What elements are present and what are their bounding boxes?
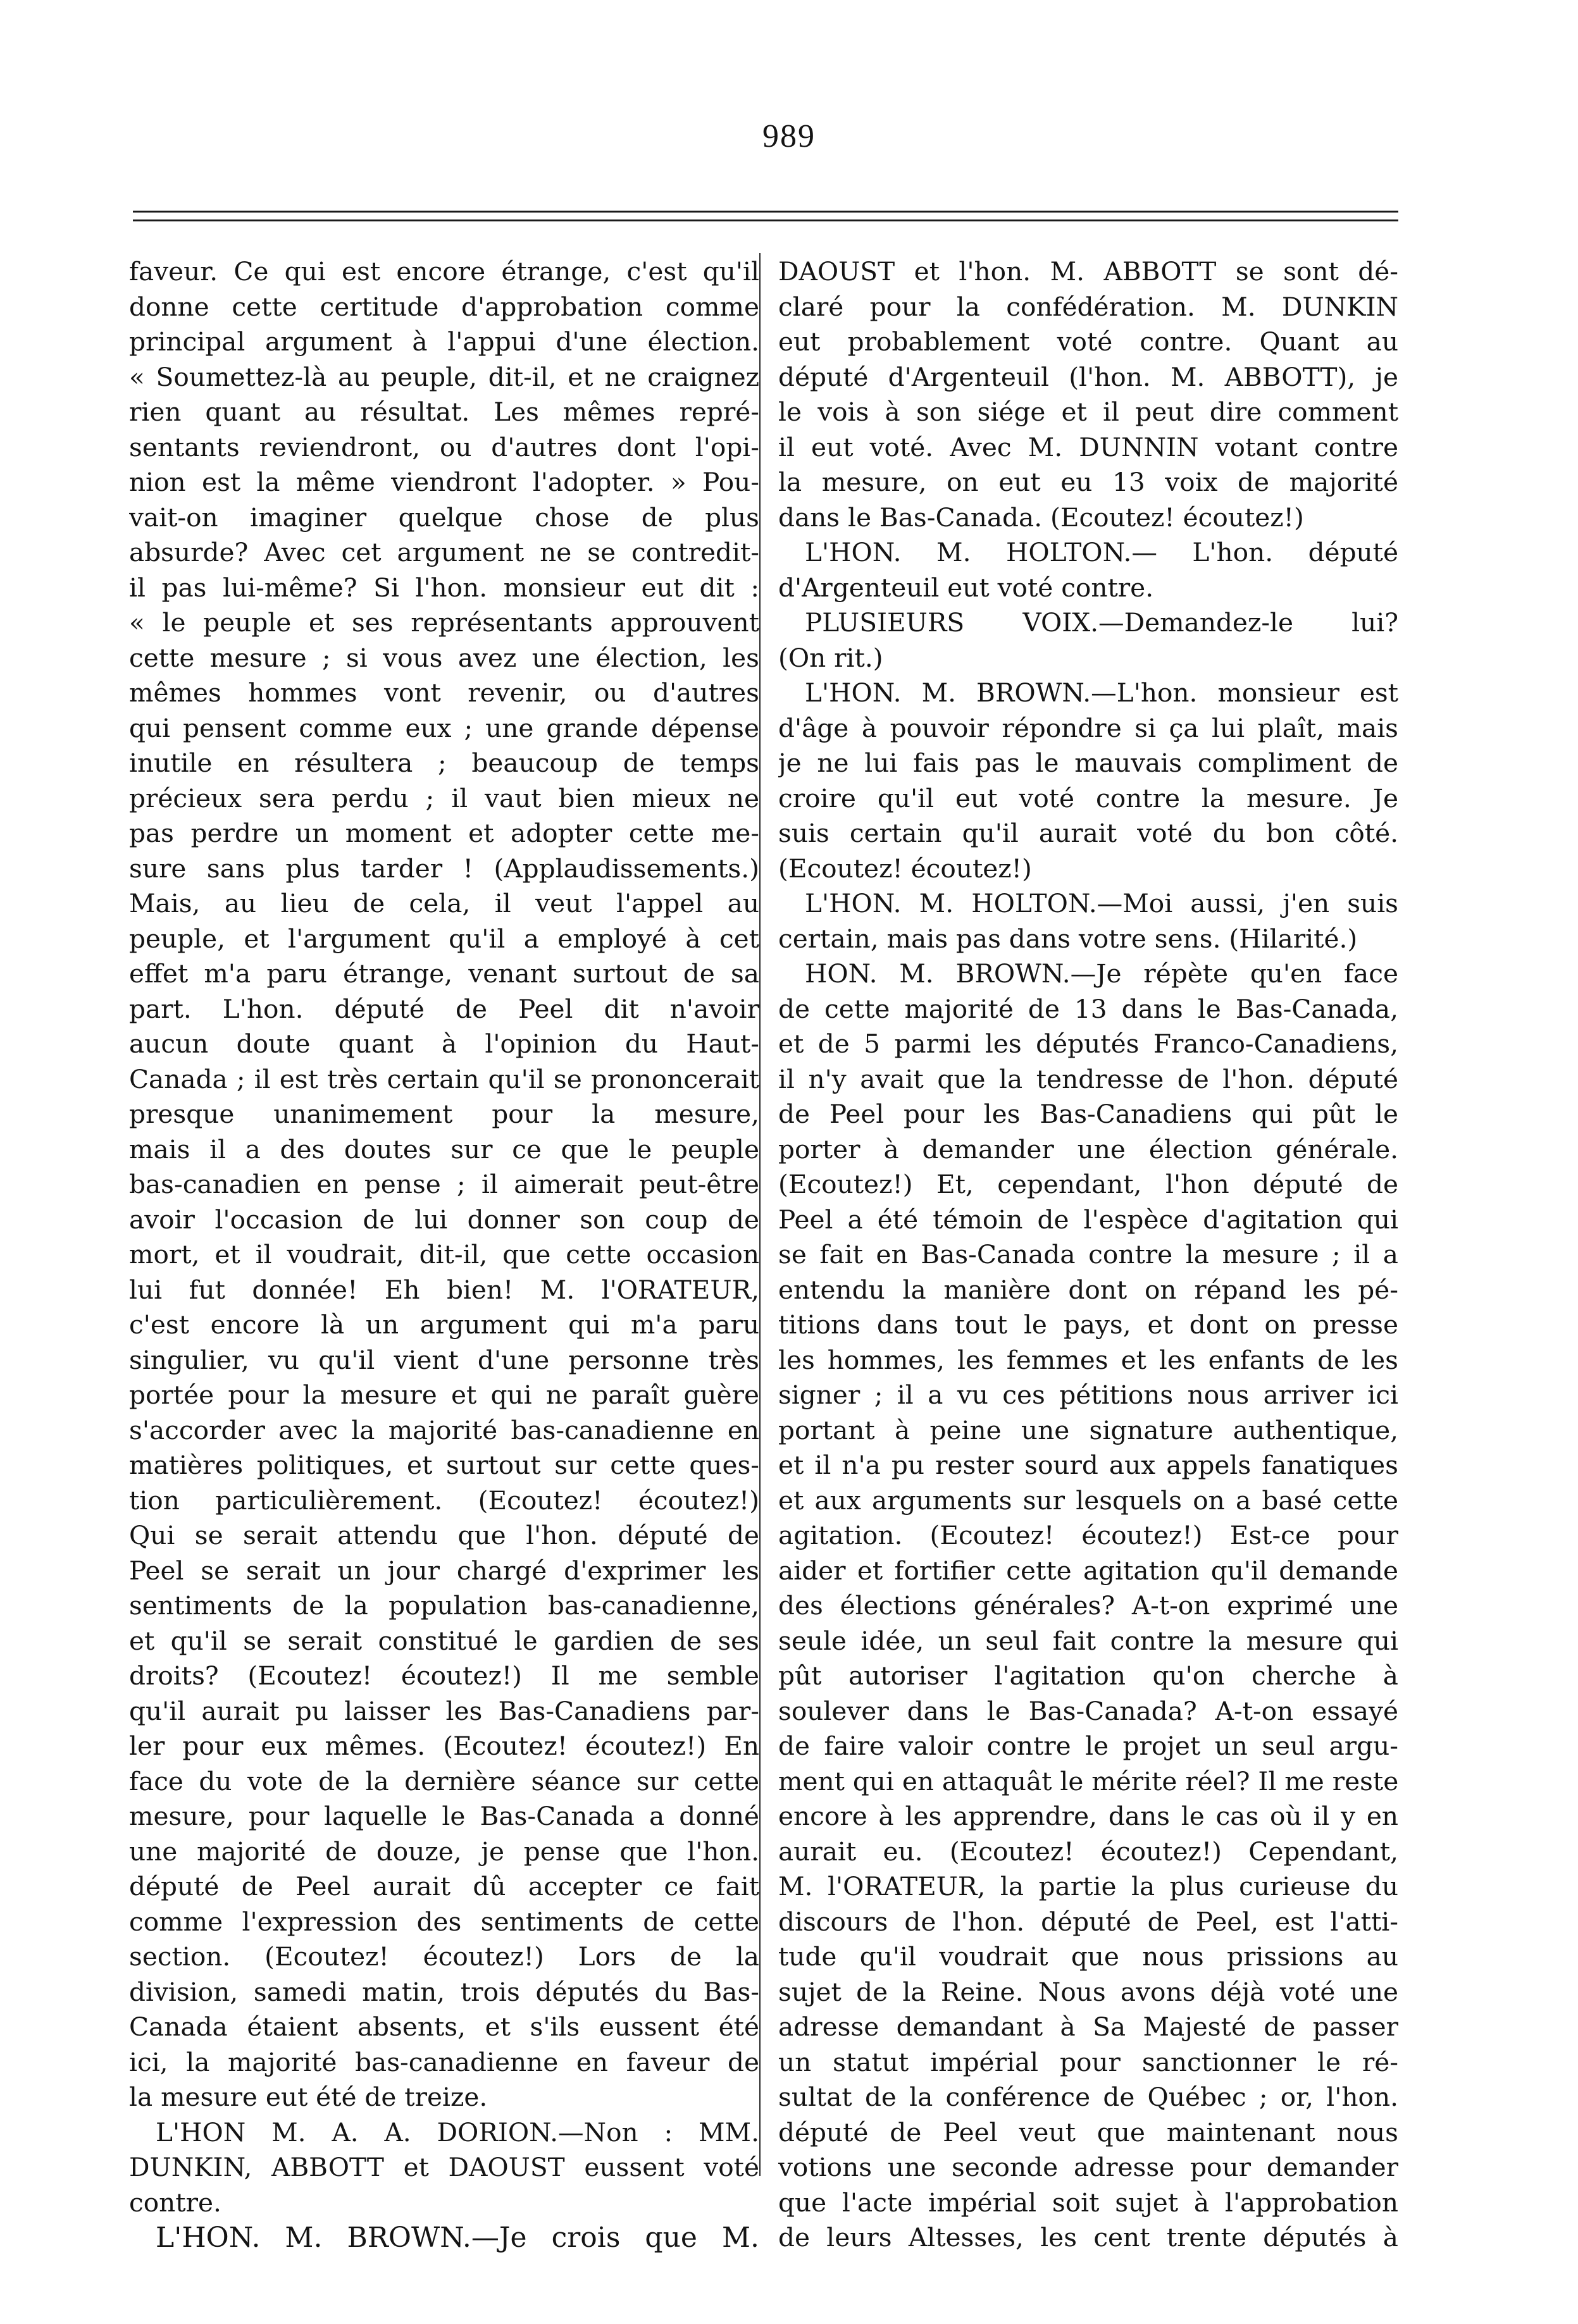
text-line: de leurs Altesses, les cent trente députés à	[778, 2222, 1398, 2253]
text-line: nion est la même viendront l'adopter. » Pou-	[129, 467, 759, 497]
speaker-line: L'HON. M. BROWN.—L'hon. monsieur est	[805, 677, 1398, 708]
text-line: principal argument à l'appui d'une élection.	[129, 326, 759, 357]
text-line: sultat de la conférence de Québec ; or, l'hon.	[778, 2082, 1398, 2112]
text-line: discours de l'hon. député de Peel, est l'atti-	[778, 1906, 1398, 1937]
text-line: avoir l'occasion de lui donner son coup de	[129, 1204, 759, 1235]
text-line: tude qu'il voudrait que nous prissions au	[778, 1941, 1398, 1972]
text-line: et qu'il se serait constitué le gardien de ses	[129, 1625, 759, 1656]
text-line: adresse demandant à Sa Majesté de passer	[778, 2012, 1398, 2042]
text-line: section. (Ecoutez! écoutez!) Lors de la	[129, 1941, 759, 1972]
text-line: M. l'ORATEUR, la partie la plus curieuse du	[778, 1871, 1398, 1901]
text-line: ment qui en attaquât le mérite réel? Il me reste	[778, 1765, 1398, 1796]
text-line: peuple, et l'argument qu'il a employé à cet	[129, 923, 759, 954]
text-line: dans le Bas-Canada. (Ecoutez! écoutez!)	[778, 502, 1304, 533]
text-line: droits? (Ecoutez! écoutez!) Il me semble	[129, 1660, 759, 1691]
text-line: ler pour eux mêmes. (Ecoutez! écoutez!) En	[129, 1731, 759, 1761]
text-line: croire qu'il eut voté contre la mesure. Je	[778, 782, 1398, 813]
text-line: sujet de la Reine. Nous avons déjà voté une	[778, 1976, 1398, 2007]
header-rule-double	[133, 219, 1398, 221]
text-line: DUNKIN, ABBOTT et DAOUST eussent voté	[129, 2152, 759, 2182]
text-line: une majorité de douze, je pense que l'hon.	[129, 1836, 759, 1867]
text-line: mêmes hommes vont revenir, ou d'autres	[129, 677, 759, 708]
text-line: aider et fortifier cette agitation qu'il demande	[778, 1555, 1398, 1586]
text-line: portée pour la mesure et qui ne paraît guère	[129, 1380, 759, 1410]
text-line: Mais, au lieu de cela, il veut l'appel au	[129, 888, 759, 918]
text-line: effet m'a paru étrange, venant surtout de sa	[129, 958, 759, 989]
text-line: singulier, vu qu'il vient d'une personne très	[129, 1344, 759, 1375]
text-line: le vois à son siége et il peut dire comment	[778, 397, 1398, 427]
text-line: votions une seconde adresse pour demander	[778, 2152, 1398, 2182]
text-line: se fait en Bas-Canada contre la mesure ; il a	[778, 1239, 1398, 1270]
text-line: ici, la majorité bas-canadienne en faveur de	[129, 2046, 759, 2077]
text-line: contre.	[129, 2187, 221, 2218]
text-line: (On rit.)	[778, 642, 883, 673]
text-line: porter à demander une élection générale.	[778, 1134, 1398, 1165]
text-line: et il n'a pu rester sourd aux appels fanatiques	[778, 1450, 1398, 1480]
text-line: mesure, pour laquelle le Bas-Canada a donné	[129, 1801, 759, 1831]
text-line: de faire valoir contre le projet un seul argu-	[778, 1731, 1398, 1761]
text-line: député de Peel veut que maintenant nous	[778, 2117, 1398, 2148]
text-line: d'âge à pouvoir répondre si ça lui plaît, mais	[778, 712, 1398, 743]
text-line: eut probablement voté contre. Quant au	[778, 326, 1398, 357]
text-line: mais il a des doutes sur ce que le peuple	[129, 1134, 759, 1165]
header-rule	[133, 211, 1398, 213]
text-line: mort, et il voudrait, dit-il, que cette occasion	[129, 1239, 759, 1270]
text-line: tion particulièrement. (Ecoutez! écoutez!)	[129, 1485, 759, 1516]
text-line: (Ecoutez!) Et, cependant, l'hon député de	[778, 1169, 1398, 1199]
text-line: bas-canadien en pense ; il aimerait peut-être	[129, 1169, 759, 1199]
text-line: pût autoriser l'agitation qu'on cherche à	[778, 1660, 1398, 1691]
text-line: faveur. Ce qui est encore étrange, c'est qu'il	[129, 256, 759, 287]
text-line: face du vote de la dernière séance sur cette	[129, 1765, 759, 1796]
text-line: portant à peine une signature authentique,	[778, 1414, 1398, 1445]
speaker-line: L'HON M. A. A. DORION.—Non : MM.	[156, 2117, 759, 2148]
speaker-line: PLUSIEURS VOIX.—Demandez-le lui?	[805, 607, 1398, 638]
text-line: signer ; il a vu ces pétitions nous arriver ici	[778, 1380, 1398, 1410]
text-line: division, samedi matin, trois députés du Bas-	[129, 1976, 759, 2007]
text-line: Canada étaient absents, et s'ils eussent été	[129, 2012, 759, 2042]
text-line: vait-on imaginer quelque chose de plus	[129, 502, 759, 533]
text-line: et de 5 parmi les députés Franco-Canadiens,	[778, 1029, 1398, 1059]
speaker-line: L'HON. M. HOLTON.— L'hon. député	[805, 537, 1398, 567]
text-line: député de Peel aurait dû accepter ce fait	[129, 1871, 759, 1901]
text-line: aurait eu. (Ecoutez! écoutez!) Cependant,	[778, 1836, 1398, 1867]
text-line: c'est encore là un argument qui m'a paru	[129, 1309, 759, 1340]
text-line: sure sans plus tarder ! (Applaudissements.)	[129, 853, 759, 884]
text-line: de Peel pour les Bas-Canadiens qui pût le	[778, 1099, 1398, 1129]
text-line: précieux sera perdu ; il vaut bien mieux ne	[129, 782, 759, 813]
text-line: Canada ; il est très certain qu'il se prononcerait	[129, 1063, 759, 1094]
text-line: entendu la manière dont on répand les pé-	[778, 1274, 1398, 1305]
text-line: soulever dans le Bas-Canada? A-t-on essayé	[778, 1695, 1398, 1726]
text-line: matières politiques, et surtout sur cette ques-	[129, 1450, 759, 1480]
page-number: 989	[762, 118, 816, 154]
text-line: sentiments de la population bas-canadienne,	[129, 1590, 759, 1621]
text-line: député d'Argenteuil (l'hon. M. ABBOTT), je	[778, 361, 1398, 392]
speaker-line: L'HON. M. BROWN.—Je crois que M.	[156, 2222, 759, 2254]
text-line: certain, mais pas dans votre sens. (Hilarité.)	[778, 923, 1358, 954]
text-line: rien quant au résultat. Les mêmes repré-	[129, 397, 759, 427]
text-line: « Soumettez-là au peuple, dit-il, et ne craignez	[129, 361, 759, 392]
text-line: Peel a été témoin de l'espèce d'agitation qui	[778, 1204, 1398, 1235]
text-line: presque unanimement pour la mesure,	[129, 1099, 759, 1129]
text-line: absurde? Avec cet argument ne se contredit-	[129, 537, 759, 567]
text-line: (Ecoutez! écoutez!)	[778, 853, 1032, 884]
text-line: s'accorder avec la majorité bas-canadienne en	[129, 1414, 759, 1445]
text-line: des élections générales? A-t-on exprimé une	[778, 1590, 1398, 1621]
speaker-line: L'HON. M. HOLTON.—Moi aussi, j'en suis	[805, 888, 1398, 918]
text-line: comme l'expression des sentiments de cette	[129, 1906, 759, 1937]
text-line: la mesure, on eut eu 13 voix de majorité	[778, 467, 1398, 497]
text-line: inutile en résultera ; beaucoup de temps	[129, 748, 759, 778]
speaker-line: HON. M. BROWN.—Je répète qu'en face	[805, 958, 1398, 989]
text-line: claré pour la confédération. M. DUNKIN	[778, 291, 1398, 322]
text-line: que l'acte impérial soit sujet à l'approbation	[778, 2187, 1398, 2218]
left-column	[129, 254, 759, 2256]
text-line: part. L'hon. député de Peel dit n'avoir	[129, 993, 759, 1024]
text-line: d'Argenteuil eut voté contre.	[778, 572, 1154, 603]
text-line: Qui se serait attendu que l'hon. député de	[129, 1520, 759, 1550]
right-column	[778, 254, 1398, 2256]
text-line: qui pensent comme eux ; une grande dépense	[129, 712, 759, 743]
text-line: un statut impérial pour sanctionner le ré-	[778, 2046, 1398, 2077]
text-line: je ne lui fais pas le mauvais compliment de	[778, 748, 1398, 778]
text-line: il eut voté. Avec M. DUNNIN votant contre	[778, 431, 1398, 462]
text-line: encore à les apprendre, dans le cas où il y en	[778, 1801, 1398, 1831]
text-line: et aux arguments sur lesquels on a basé cette	[778, 1485, 1398, 1516]
text-line: pas perdre un moment et adopter cette me-	[129, 818, 759, 848]
text-line: donne cette certitude d'approbation comme	[129, 291, 759, 322]
text-line: titions dans tout le pays, et dont on presse	[778, 1309, 1398, 1340]
text-line: il pas lui-même? Si l'hon. monsieur eut dit :	[129, 572, 759, 603]
text-line: seule idée, un seul fait contre la mesure qui	[778, 1625, 1398, 1656]
text-line: agitation. (Ecoutez! écoutez!) Est-ce pour	[778, 1520, 1398, 1550]
text-line: qu'il aurait pu laisser les Bas-Canadiens par-	[129, 1695, 759, 1726]
text-line: suis certain qu'il aurait voté du bon côté.	[778, 818, 1398, 848]
column-divider	[759, 253, 761, 2176]
text-line: les hommes, les femmes et les enfants de les	[778, 1344, 1398, 1375]
text-line: sentants reviendront, ou d'autres dont l'opi-	[129, 431, 759, 462]
text-line: « le peuple et ses représentants approuvent	[129, 607, 759, 638]
text-line: DAOUST et l'hon. M. ABBOTT se sont dé-	[778, 256, 1398, 287]
text-line: il n'y avait que la tendresse de l'hon. député	[778, 1063, 1398, 1094]
text-line: lui fut donnée! Eh bien! M. l'ORATEUR,	[129, 1274, 759, 1305]
text-line: de cette majorité de 13 dans le Bas-Canada,	[778, 993, 1398, 1024]
text-line: la mesure eut été de treize.	[129, 2082, 488, 2112]
text-line: aucun doute quant à l'opinion du Haut-	[129, 1029, 759, 1059]
text-line: Peel se serait un jour chargé d'exprimer les	[129, 1555, 759, 1586]
text-line: cette mesure ; si vous avez une élection, les	[129, 642, 759, 673]
